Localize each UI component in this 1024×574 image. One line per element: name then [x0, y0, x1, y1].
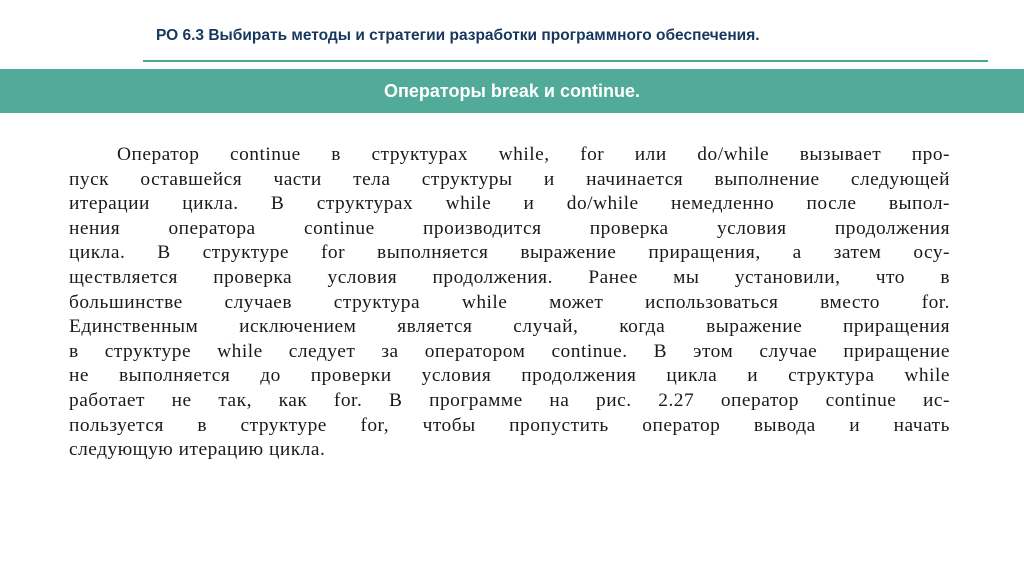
- text-line: итерации цикла. В структурах while и do/while немедленно после выпол-: [69, 193, 950, 215]
- header-divider: [143, 60, 988, 62]
- text-line: Единственным исключением является случай, когда выражение приращения: [69, 316, 950, 338]
- title-banner: [0, 69, 1024, 113]
- text-line: Оператор continue в структурах while, for или do/while вызывает про-: [117, 144, 950, 165]
- text-line: цикла. В структуре for выполняется выражение приращения, а затем осу-: [69, 242, 950, 264]
- text-line: ществляется проверка условия продолжения. Ранее мы установили, что в: [69, 266, 950, 288]
- body-paragraph: [69, 143, 950, 463]
- text-line: пользуется в структуре for, чтобы пропустить оператор вывода и начать: [69, 414, 950, 436]
- text-line: большинстве случаев структура while может использоваться вместо for.: [69, 291, 950, 313]
- text-line: пуск оставшейся части тела структуры и начинается выполнение следующей: [69, 168, 950, 190]
- slide-title: Операторы break и continue.: [384, 81, 640, 101]
- text-line: нения оператора continue производится проверка условия продолжения: [69, 217, 950, 239]
- text-line: следующую итерацию цикла.: [69, 439, 326, 461]
- slide-header-title: РО 6.3 Выбирать методы и стратегии разработки программного обеспечения.: [156, 27, 760, 44]
- text-line: не выполняется до проверки условия продолжения цикла и структура while: [69, 365, 950, 387]
- text-line: в структуре while следует за оператором continue. В этом случае приращение: [69, 340, 950, 362]
- text-line: работает не так, как for. В программе на рис. 2.27 оператор continue ис-: [69, 389, 950, 411]
